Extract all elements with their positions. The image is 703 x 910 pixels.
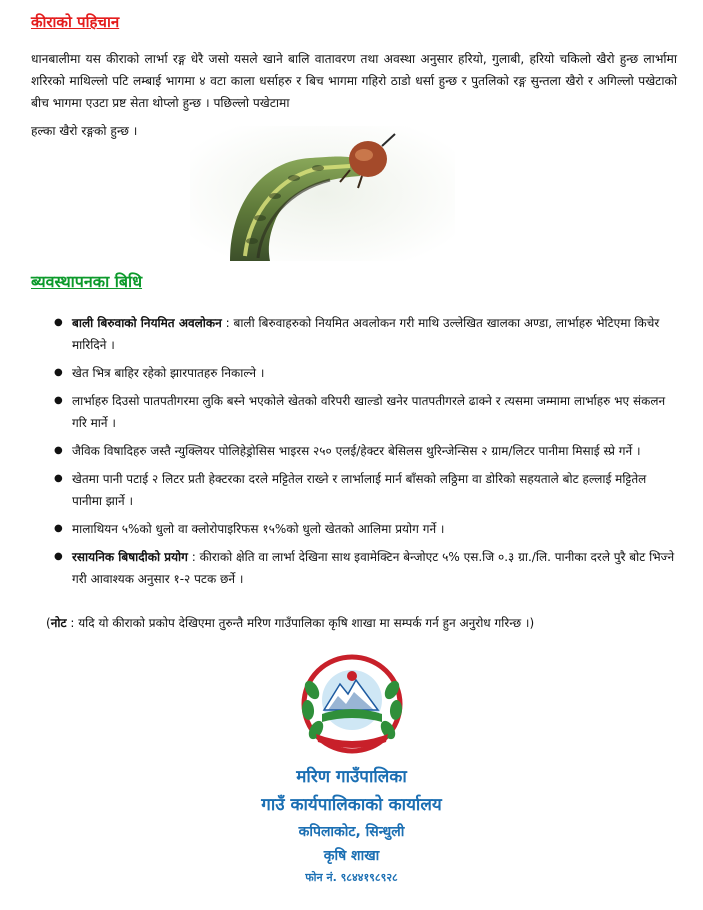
management-steps-list <box>30 312 680 596</box>
list-item <box>30 518 680 540</box>
caterpillar-photo <box>190 126 455 261</box>
note <box>46 614 686 632</box>
list-item-bold: बाली बिरुवाको नियमित अवलोकन <box>72 316 222 330</box>
list-item <box>30 468 680 512</box>
note-text: : यदि यो कीराको प्रकोप देखिएमा तुरुन्तै मरिण गाउँपालिका कृषि शाखा मा सम्पर्क गर्न हुन अनुरोध गरिन्छ ।) <box>66 616 535 630</box>
list-item-text: मालाथियन ५%को धुलो वा क्लोरोपाइरिफस १५%को धुलो खेतको आलिमा प्रयोग गर्ने । <box>72 522 445 536</box>
list-item-text: जैविक विषादिहरु जस्तै न्युक्लियर पोलिहेड्रोसिस भाइरस २५० एलई/हेक्टर बेसिलस थुरिन्जेन्सिस २ ग्राम/लिटर पानीमा मिसाई स्प्रे गर्ने । <box>72 444 641 458</box>
list-item-text: खेत भित्र बाहिर रहेको झारपातहरु निकाल्ने । <box>72 366 265 380</box>
list-item <box>30 390 680 434</box>
identification-text: धानबालीमा यस कीराको लार्भा रङ्ग धेरै जसो यसले खाने बालि वातावरण तथा अवस्था अनुसार हरियो, गुलाबी, हरियो चकिलो खैरो हुन्छ लार्भामा शरिरको माथिल्लो पटि लम्बाई भागमा ४ वटा काला धर्साहरु र बिच भागमा गहिरो ठाडो धर्सा हुन्छ र पुतलिको रङ्ग सुन्तला खैरो र अगिल्लो पखेटाको बीच भागमा एउटा प्रष्ट सेता थोप्लो हुन्छ । पछिल्लो पखेटामा <box>31 52 677 110</box>
list-item-text: : कीराको क्षेति वा लार्भा देखिना साथ इवामेक्टिन बेन्जोएट ५% एस.जि ०.३ ग्रा./लि. पानीका दरले पुरै बोट भिज्ने गरी आवाश्यक अनुसार १-२ पटक छर्ने । <box>72 550 675 586</box>
list-item <box>30 362 680 384</box>
list-item <box>30 312 680 356</box>
note-label: नोट <box>50 616 67 630</box>
footer-branch: कृषि शाखा <box>323 848 380 864</box>
list-item <box>30 546 680 590</box>
government-emblem-icon <box>298 652 406 756</box>
list-item-text: : बाली बिरुवाहरुको नियमित अवलोकन गरी माथि उल्लेखित खालका अण्डा, लार्भाहरु भेटिएमा किचेर मारिदिने । <box>72 316 660 352</box>
identification-heading: कीराको पहिचान <box>31 13 120 31</box>
note-open: ( <box>46 616 51 630</box>
management-heading: ब्यवस्थापनका बिधि <box>31 272 143 291</box>
footer-phone: फोन नं. ९८४४१९८९२८ <box>305 871 398 884</box>
footer-municipality: मरिण गाउँपालिका <box>296 767 407 787</box>
list-item-text: खेतमा पानी पटाई २ लिटर प्रती हेक्टरका दरले मट्टितेल राख्ने र लार्भालाई मार्न बाँसको लठ्ठिमा वा डोरिको सहयताले बोट हल्लाई मट्टितेल पानीमा झार्ने । <box>72 472 647 508</box>
list-item-text: लार्भाहरु दिउसो पातपतीगरमा लुकि बस्ने भएकोले खेतको वरिपरी खाल्डो खनेर पातपतीगरले ढाक्ने र त्यसमा जम्मामा लार्भाहरु भए संकलन गरि मार्ने । <box>72 394 666 430</box>
footer-office: गाउँ कार्यपालिकाको कार्यालय <box>261 795 442 815</box>
list-item <box>30 440 680 462</box>
list-item-bold: रसायनिक बिषादीको प्रयोग <box>72 550 188 564</box>
identification-text-tail: हल्का खैरो रङ्गको हुन्छ । <box>31 124 138 138</box>
footer-address: कपिलाकोट, सिन्धुली <box>298 824 405 840</box>
